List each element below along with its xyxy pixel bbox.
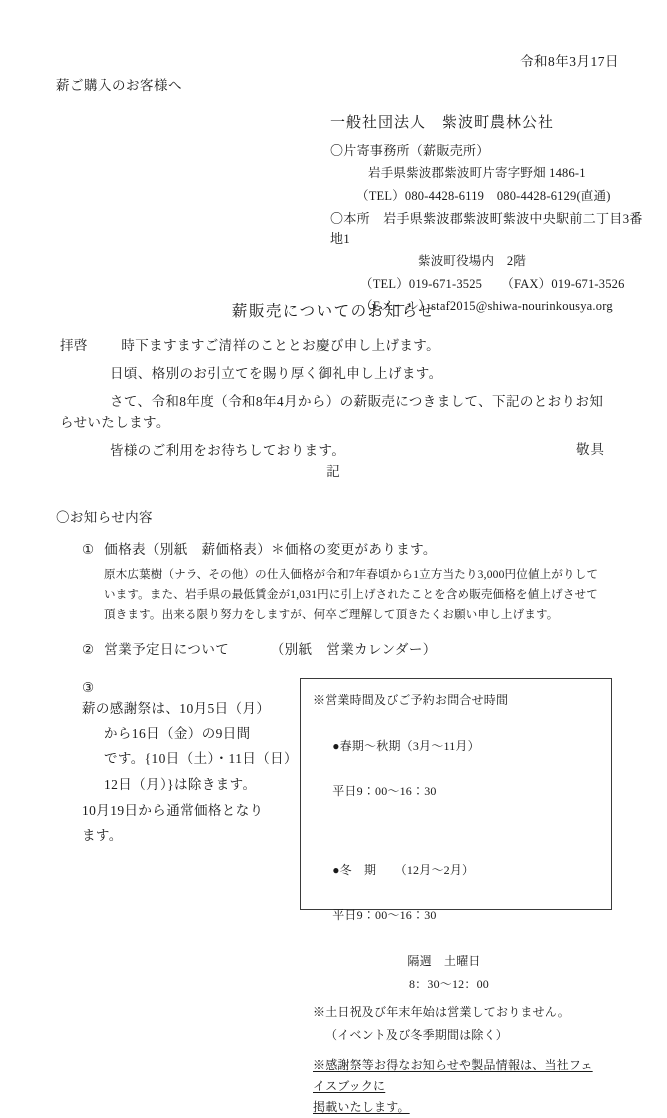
list-item-3-number: ③ [82,680,95,695]
business-hours-row-1 [313,712,599,826]
list-item-1-title: 価格表（別紙 薪価格表）＊価格の変更があります。 [104,542,437,557]
addressee: 薪ご購入のお客様へ [56,78,182,93]
sender-email: （Eメール）staf2015@shiwa-nourinkousya.org [360,299,613,314]
list-item-3 [82,678,298,848]
business-hours-row-1-value: 平日9：00～16：30 [332,784,437,799]
sender-office-address: 岩手県紫波郡紫波町片寄字野畑 1486-1 [368,166,586,181]
facebook-note-line-2: 掲載いたします。 [313,1099,410,1114]
greeting-line-3: さて、令和8年度（令和8年4月から）の薪販売につきまして、下記のとおりお知 [110,393,604,409]
sender-head-office-address2: 紫波町役場内 2階 [418,254,527,269]
list-item-3-title: 薪の感謝祭は、10月5日（月） [82,700,271,716]
list-item-2-title: 営業予定日について [104,642,230,657]
sender-corporation: 一般社団法人 紫波町農林公社 [330,115,555,131]
list-item-2 [82,640,437,661]
business-hours-row-2-label: ●冬 期 （12月～2月） [332,862,475,877]
list-item-1-number: ① [82,542,95,557]
business-hours-row-2-value: 平日9：00～16：30 [332,908,437,923]
document-date: 令和8年3月17日 [520,54,619,69]
list-item-2-number: ② [82,642,95,657]
page-title: 薪販売についてのお知らせ [231,303,436,320]
sender-office-label: 〇片寄事務所（薪販売所） [330,143,490,159]
greeting-line-1: 時下ますますご清祥のこととお慶び申し上げます。 [121,338,440,353]
greeting-line-2: 日頃、格別のお引立てを賜り厚く御礼申し上げます。 [110,365,443,381]
business-hours-row-4: 8：30～12：00 [408,976,489,991]
business-hours-note-2: （イベント及び冬季期間は除く） [325,1028,509,1043]
greeting-line-4: 皆様のご利用をお待ちしております。 [110,442,346,458]
business-hours-heading: ※営業時間及びご予約お問合せ時間 [313,693,509,707]
list-item-1 [82,540,602,625]
sender-head-office-label: 〇本所 岩手県紫波郡紫波町紫波中央駅前二丁目3番地1 [330,211,643,247]
list-item-3-line-3: です。{10日（土）・11日（日） [104,751,298,767]
facebook-note-line-1: ※感謝祭等お得なお知らせや製品情報は、当社フェイスブックに [313,1057,593,1093]
notice-heading: 〇お知らせ内容 [56,510,153,525]
greeting-block [60,336,620,462]
closing-word: 敬具 [576,442,605,457]
business-hours-box [300,678,612,1114]
greeting-line-3b: らせいたします。 [60,414,170,430]
list-item-3-line-5: 10月19日から通常価格となり [82,802,264,818]
sender-office-tel: （TEL）080-4428-6119 080-4428-6129(直通) [356,188,611,203]
greeting-salutation: 拝啓 [60,338,88,353]
business-hours-note-1: ※土日祝及び年末年始は営業しておりません。 [313,1005,570,1020]
business-hours-row-1-label: ●春期～秋期（3月～11月） [332,738,480,753]
list-item-3-line-2: から16日（金）の9日間 [104,725,251,741]
ki-marker: 記 [326,464,341,479]
business-hours-row-2 [313,836,599,950]
list-item-3-line-6: ます。 [82,828,123,844]
sender-block [330,112,650,320]
list-item-1-detail: 原木広葉樹（ナラ、その他）の仕入価格が令和7年春頃から1立方当たり3,000円位値上がりしています。また、岩手県の最低賃金が1,031円に引上げされたことを含め販売価格を値上げさせて頂きます。出来る限り努力をしますが、何卒ご理解して頂きたくお願い申し上げます。 [104,568,599,622]
facebook-note [313,1055,599,1118]
business-hours-row-3: 隔週 土曜日 [407,953,481,968]
list-item-3-line-4: 12日（月）}は除きます。 [104,777,257,793]
sender-head-office-tel: （TEL）019-671-3525 （FAX）019-671-3526 [360,276,625,291]
list-item-2-attachment: （別紙 営業カレンダー） [270,642,437,657]
